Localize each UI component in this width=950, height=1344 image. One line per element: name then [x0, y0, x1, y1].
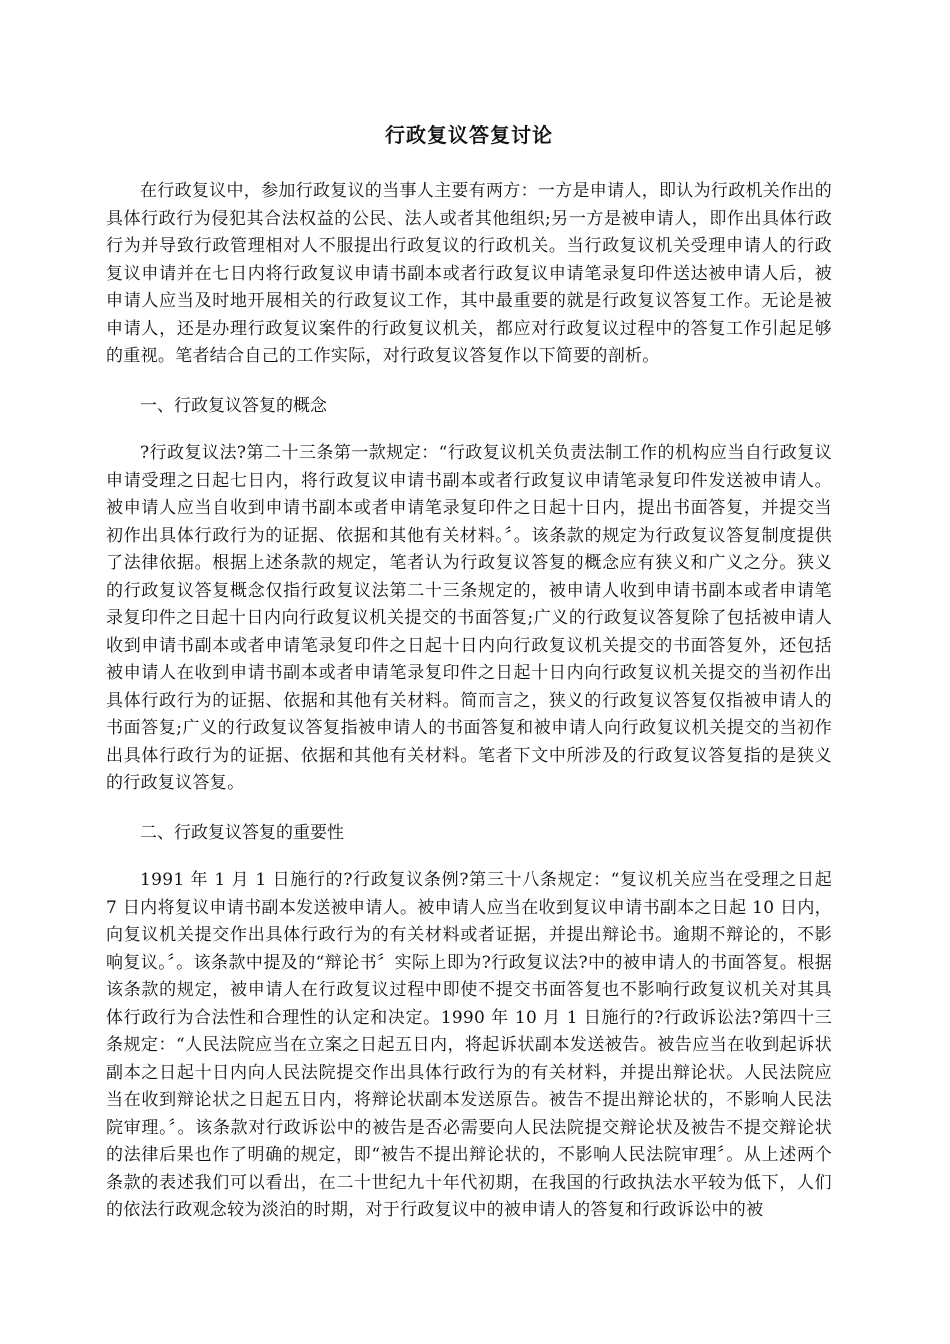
section-body-importance: 1991 年 1 月 1 日施行的?行政复议条例?第三十八条规定：“复议机关应当在受理之日起 7 日内将复议申请书副本发送被申请人。被申请人应当在收到复议申请书副本之日起 10 日内，向复议机关提交作出具体行政行为的有关材料或者证据，并提出辩论书。逾期不辩论的，不影响复议。〞。该条款中提及的“辩论书〞实际上即为?行政复议法?中的被申请人的书面答复。根据该条款的规定，被申请人在行政复议过程中即使不提交书面答复也不影响行政复议机关对其具体行政行为合法性和合理性的认定和决定。1990 年 10 月 1 日施行的?行政诉讼法?第四十三条规定：“人民法院应当在立案之日起五日内，将起诉状副本发送被告。被告应当在收到起诉状副本之日起十日内向人民法院提交作出具体行政行为的有关材料，并提出辩论状。人民法院应当在收到辩论状之日起五日内，将辩论状副本发送原告。被告不提出辩论状的，不影响人民法院审理。〞。该条款对行政诉讼中的被告是否必需要向人民法院提交辩论状及被告不提交辩论状的法律后果也作了明确的规定，即“被告不提出辩论状的，不影响人民法院审理〞。从上述两个条款的表述我们可以看出，在二十世纪九十年代初期，在我国的行政执法水平较为低下，人们的依法行政观念较为淡泊的时期，对于行政复议中的被申请人的答复和行政诉讼中的被 — [106, 870, 832, 1220]
section-heading-concept: 一、行政复议答复的概念 — [140, 395, 327, 416]
document-title: 行政复议答复讨论 — [385, 123, 553, 147]
intro-paragraph: 在行政复议中，参加行政复议的当事人主要有两方：一方是申请人，即认为行政机关作出的具体行政行为侵犯其合法权益的公民、法人或者其他组织;另一方是被申请人，即作出具体行政行为并导致行政管理相对人不服提出行政复议的行政机关。当行政复议机关受理申请人的行政复议申请并在七日内将行政复议申请书副本或者行政复议申请笔录复印件送达被申请人后，被申请人应当及时地开展相关的行政复议工作，其中最重要的就是行政复议答复工作。无论是被申请人，还是办理行政复议案件的行政复议机关，都应对行政复议过程中的答复工作引起足够的重视。笔者结合自己的工作实际，对行政复议答复作以下简要的剖析。 — [106, 181, 832, 366]
section-body-concept: ?行政复议法?第二十三条第一款规定：“行政复议机关负责法制工作的机构应当自行政复议申请受理之日起七日内，将行政复议申请书副本或者行政复议申请笔录复印件发送被申请人。被申请人应当自收到申请书副本或者申请笔录复印件之日起十日内，提出书面答复，并提交当初作出具体行政行为的证据、依据和其他有关材料。〞。该条款的规定为行政复议答复制度提供了法律依据。根据上述条款的规定，笔者认为行政复议答复的概念应有狭义和广义之分。狭义的行政复议答复概念仅指行政复议法第二十三条规定的，被申请人收到申请书副本或者申请笔录复印件之日起十日内向行政复议机关提交的书面答复;广义的行政复议答复除了包括被申请人收到申请书副本或者申请笔录复印件之日起十日内向行政复议机关提交的书面答复外，还包括被申请人在收到申请书副本或者申请笔录复印件之日起十日内向行政复议机关提交的当初作出具体行政行为的证据、依据和其他有关材料。简而言之，狭义的行政复议答复仅指被申请人的书面答复;广义的行政复议答复指被申请人的书面答复和被申请人向行政复议机关提交的当初作出具体行政行为的证据、依据和其他有关材料。笔者下文中所涉及的行政复议答复指的是狭义的行政复议答复。 — [106, 443, 832, 793]
spacer — [106, 847, 832, 867]
spacer — [106, 371, 832, 393]
spacer — [106, 798, 832, 820]
spacer — [106, 420, 832, 440]
section-heading-importance: 二、行政复议答复的重要性 — [140, 822, 344, 843]
document-body — [106, 120, 832, 1225]
